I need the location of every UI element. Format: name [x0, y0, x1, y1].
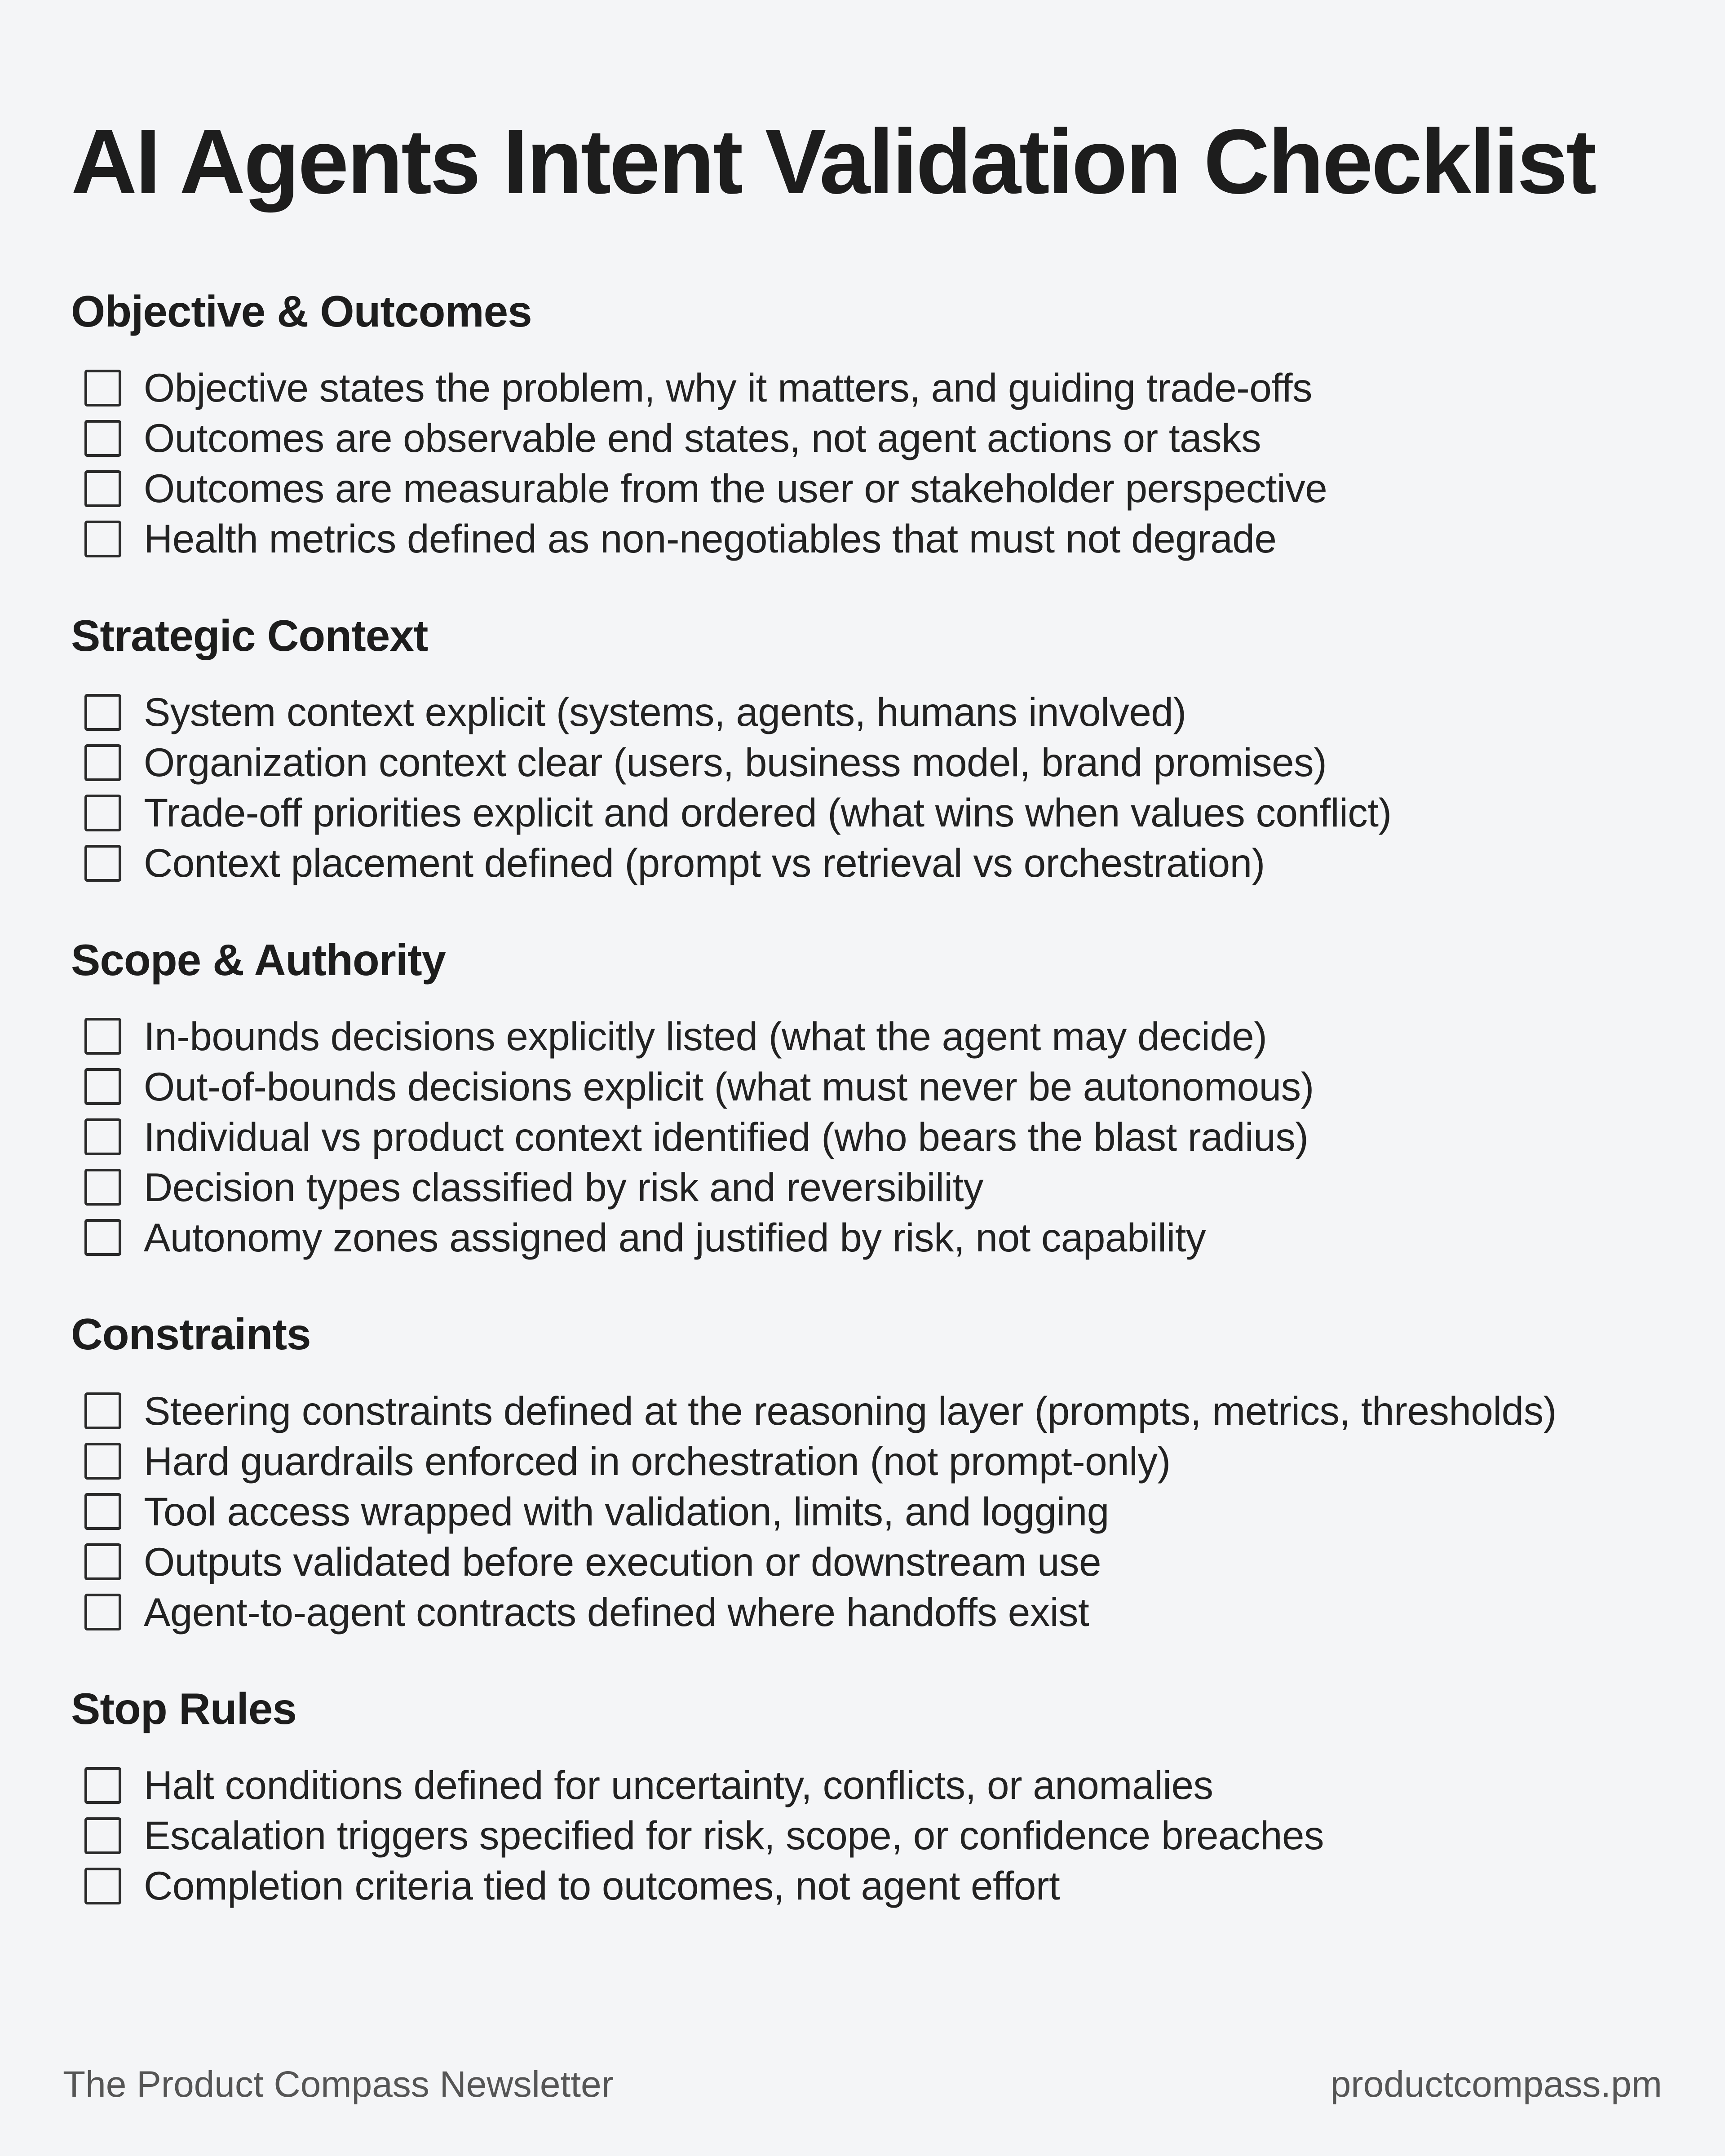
- checklist-item-label: Halt conditions defined for uncertainty, conflicts, or anomalies: [144, 1763, 1213, 1808]
- checklist-item-label: Health metrics defined as non-negotiables that must not degrade: [144, 516, 1277, 561]
- checkbox[interactable]: [84, 470, 121, 507]
- section-heading: Constraints: [71, 1309, 311, 1359]
- checkbox[interactable]: [84, 744, 121, 781]
- checkbox[interactable]: [84, 795, 121, 831]
- checklist-item-label: Individual vs product context identified (who bears the blast radius): [144, 1114, 1309, 1159]
- checkbox[interactable]: [84, 1543, 121, 1580]
- checklist-item: [71, 413, 1670, 464]
- checkbox[interactable]: [84, 1443, 121, 1480]
- checklist-item: [71, 1436, 1670, 1486]
- section-stop-rules: [71, 1685, 1670, 1911]
- checklist-item: [71, 1212, 1670, 1263]
- checklist-item: [71, 363, 1670, 413]
- checklist-items: [71, 363, 1670, 564]
- checklist-item-label: Outputs validated before execution or downstream use: [144, 1539, 1101, 1584]
- checklist-item: [71, 1386, 1670, 1436]
- checkbox[interactable]: [84, 1018, 121, 1055]
- checklist-item-label: Tool access wrapped with validation, limits, and logging: [144, 1489, 1109, 1534]
- checklist-item: [71, 687, 1670, 738]
- checklist-item-label: Steering constraints defined at the reasoning layer (prompts, metrics, thresholds): [144, 1388, 1557, 1433]
- section-strategic-context: [71, 612, 1670, 888]
- footer: [63, 2066, 1662, 2103]
- checklist-items: [71, 687, 1670, 888]
- section-heading: Objective & Outcomes: [71, 287, 532, 336]
- section-heading: Scope & Authority: [71, 935, 446, 985]
- checklist-item-label: Outcomes are measurable from the user or stakeholder perspective: [144, 466, 1327, 511]
- checkbox[interactable]: [84, 1118, 121, 1155]
- checkbox[interactable]: [84, 1068, 121, 1105]
- checklist-items: [71, 1011, 1670, 1263]
- checklist-item-label: Outcomes are observable end states, not agent actions or tasks: [144, 415, 1261, 461]
- checklist-item: [71, 1537, 1670, 1587]
- section-scope-authority: [71, 936, 1670, 1263]
- footer-newsletter-name: The Product Compass Newsletter: [63, 2064, 614, 2105]
- checklist-item-label: System context explicit (systems, agents, humans involved): [144, 689, 1186, 735]
- page-title: AI Agents Intent Validation Checklist: [71, 110, 1595, 213]
- checklist-item: [71, 1587, 1670, 1637]
- checkbox[interactable]: [84, 1594, 121, 1630]
- checkbox[interactable]: [84, 1493, 121, 1530]
- checklist-items: [71, 1760, 1670, 1911]
- checklist-item-label: Trade-off priorities explicit and ordered (what wins when values conflict): [144, 790, 1392, 835]
- checkbox[interactable]: [84, 521, 121, 557]
- checklist-item: [71, 1112, 1670, 1162]
- checklist-item-label: Organization context clear (users, business model, brand promises): [144, 740, 1327, 785]
- checklist-item: [71, 464, 1670, 514]
- checkbox[interactable]: [84, 845, 121, 882]
- section-objective-outcomes: [71, 287, 1670, 564]
- checklist-item: [71, 1162, 1670, 1212]
- checkbox[interactable]: [84, 1868, 121, 1904]
- checklist-item: [71, 514, 1670, 564]
- checklist-item-label: Agent-to-agent contracts defined where handoffs exist: [144, 1589, 1089, 1635]
- checklist-item-label: Autonomy zones assigned and justified by risk, not capability: [144, 1215, 1206, 1260]
- checklist-item-label: Out-of-bounds decisions explicit (what must never be autonomous): [144, 1064, 1314, 1109]
- checkbox[interactable]: [84, 694, 121, 731]
- checkbox[interactable]: [84, 420, 121, 457]
- footer-website: productcompass.pm: [1330, 2064, 1662, 2105]
- section-heading: Strategic Context: [71, 610, 428, 660]
- checklist-items: [71, 1386, 1670, 1637]
- checklist-item-label: Completion criteria tied to outcomes, not agent effort: [144, 1863, 1060, 1909]
- checklist-item: [71, 838, 1670, 888]
- checkbox[interactable]: [84, 1817, 121, 1854]
- checkbox[interactable]: [84, 1219, 121, 1256]
- checklist-item: [71, 738, 1670, 788]
- checklist-item-label: Hard guardrails enforced in orchestration (not prompt-only): [144, 1438, 1171, 1484]
- checklist-item-label: Decision types classified by risk and reversibility: [144, 1164, 983, 1210]
- checklist-item: [71, 1760, 1670, 1811]
- checklist-item: [71, 1861, 1670, 1911]
- checkbox[interactable]: [84, 1392, 121, 1429]
- section-constraints: [71, 1310, 1670, 1637]
- checklist-item: [71, 1811, 1670, 1861]
- checklist-item-label: Escalation triggers specified for risk, scope, or confidence breaches: [144, 1813, 1324, 1858]
- checklist-item-label: Objective states the problem, why it matters, and guiding trade-offs: [144, 365, 1313, 411]
- checklist-item: [71, 1061, 1670, 1112]
- checkbox[interactable]: [84, 1169, 121, 1206]
- checkbox[interactable]: [84, 370, 121, 406]
- checklist-item-label: Context placement defined (prompt vs retrieval vs orchestration): [144, 840, 1265, 886]
- checklist-item: [71, 1486, 1670, 1537]
- checkbox[interactable]: [84, 1767, 121, 1804]
- section-heading: Stop Rules: [71, 1684, 296, 1734]
- checklist-sections: [71, 287, 1670, 1959]
- checklist-item-label: In-bounds decisions explicitly listed (what the agent may decide): [144, 1013, 1267, 1059]
- checklist-item: [71, 1011, 1670, 1061]
- checklist-item: [71, 788, 1670, 838]
